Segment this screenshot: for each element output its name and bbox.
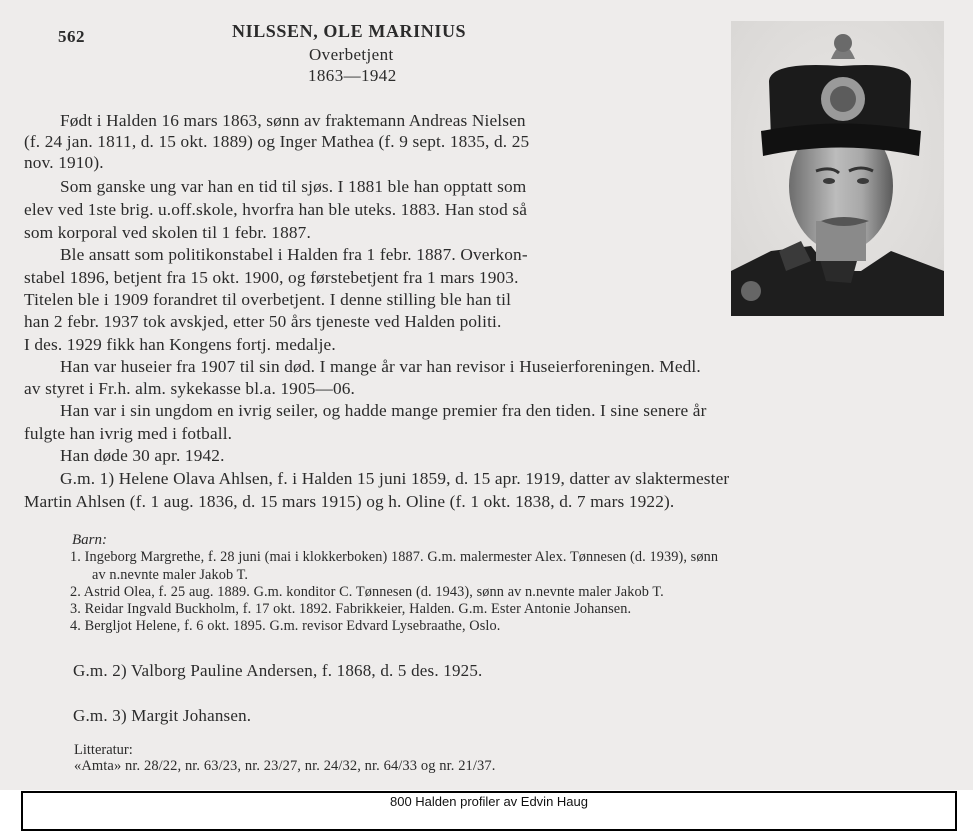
body-line: Han døde 30 apr. 1942. <box>60 446 225 465</box>
body-line: som korporal ved skolen til 1 febr. 1887. <box>24 223 311 242</box>
body-line: I des. 1929 fikk han Kongens fortj. medalje. <box>24 335 336 354</box>
portrait-photo <box>731 21 944 316</box>
third-marriage: G.m. 3) Margit Johansen. <box>73 706 252 725</box>
caption-text: 800 Halden profiler av Edvin Haug <box>389 794 588 809</box>
life-years: 1863—1942 <box>308 66 397 85</box>
body-line: Han var i sin ungdom en ivrig seiler, og hadde mange premier fra den tiden. I sine senere år <box>60 401 707 420</box>
body-line: nov. 1910). <box>24 153 104 172</box>
body-line: stabel 1896, betjent fra 15 okt. 1900, og førstebetjent fra 1 mars 1903. <box>24 268 519 287</box>
children-heading: Barn: <box>72 532 107 548</box>
child-entry: 2. Astrid Olea, f. 25 aug. 1889. G.m. konditor C. Tønnesen (d. 1943), sønn av n.nevnte maler Jakob T. <box>70 584 664 600</box>
body-line: Som ganske ung var han en tid til sjøs. I 1881 ble han opptatt som <box>60 177 527 196</box>
child-entry: 4. Bergljot Helene, f. 6 okt. 1895. G.m. revisor Edvard Lysebraathe, Oslo. <box>70 618 501 634</box>
person-name-heading: NILSSEN, OLE MARINIUS <box>232 21 467 41</box>
body-line: Martin Ahlsen (f. 1 aug. 1836, d. 15 mars 1915) og h. Oline (f. 1 okt. 1838, d. 7 mars 1922). <box>24 492 675 511</box>
body-line: Født i Halden 16 mars 1863, sønn av fraktemann Andreas Nielsen <box>60 111 526 130</box>
person-title: Overbetjent <box>309 45 394 64</box>
body-line: G.m. 1) Helene Olava Ahlsen, f. i Halden 15 juni 1859, d. 15 apr. 1919, datter av slaktermester <box>60 469 730 488</box>
body-line: Titelen ble i 1909 forandret til overbetjent. I denne stilling ble han til <box>24 290 512 309</box>
body-line: fulgte han ivrig med i fotball. <box>24 424 233 443</box>
body-line: elev ved 1ste brig. u.off.skole, hvorfra han ble uteks. 1883. Han stod så <box>24 200 528 219</box>
literature-references: «Amta» nr. 28/22, nr. 63/23, nr. 23/27, nr. 24/32, nr. 64/33 og nr. 21/37. <box>74 758 496 774</box>
body-line: av styret i Fr.h. alm. sykekasse bl.a. 1905—06. <box>24 379 356 398</box>
body-line: (f. 24 jan. 1811, d. 15 okt. 1889) og Inger Mathea (f. 9 sept. 1835, d. 25 <box>24 132 530 151</box>
child-entry-continuation: av n.nevnte maler Jakob T. <box>92 567 249 583</box>
body-line: han 2 febr. 1937 tok avskjed, etter 50 års tjeneste ved Halden politi. <box>24 312 502 331</box>
body-line: Han var huseier fra 1907 til sin død. I mange år var han revisor i Huseierforeningen. Medl. <box>60 357 701 376</box>
literature-heading: Litteratur: <box>74 742 133 758</box>
child-entry: 3. Reidar Ingvald Buckholm, f. 17 okt. 1892. Fabrikkeier, Halden. G.m. Ester Antonie Johansen. <box>70 601 632 617</box>
page-number: 562 <box>58 27 85 46</box>
caption-box <box>21 791 957 831</box>
child-entry: 1. Ingeborg Margrethe, f. 28 juni (mai i klokkerboken) 1887. G.m. malermester Alex. Tønnesen (d. 1939), sønn <box>70 549 719 565</box>
second-marriage: G.m. 2) Valborg Pauline Andersen, f. 1868, d. 5 des. 1925. <box>73 661 483 680</box>
body-line: Ble ansatt som politikonstabel i Halden fra 1 febr. 1887. Overkon- <box>60 245 528 264</box>
